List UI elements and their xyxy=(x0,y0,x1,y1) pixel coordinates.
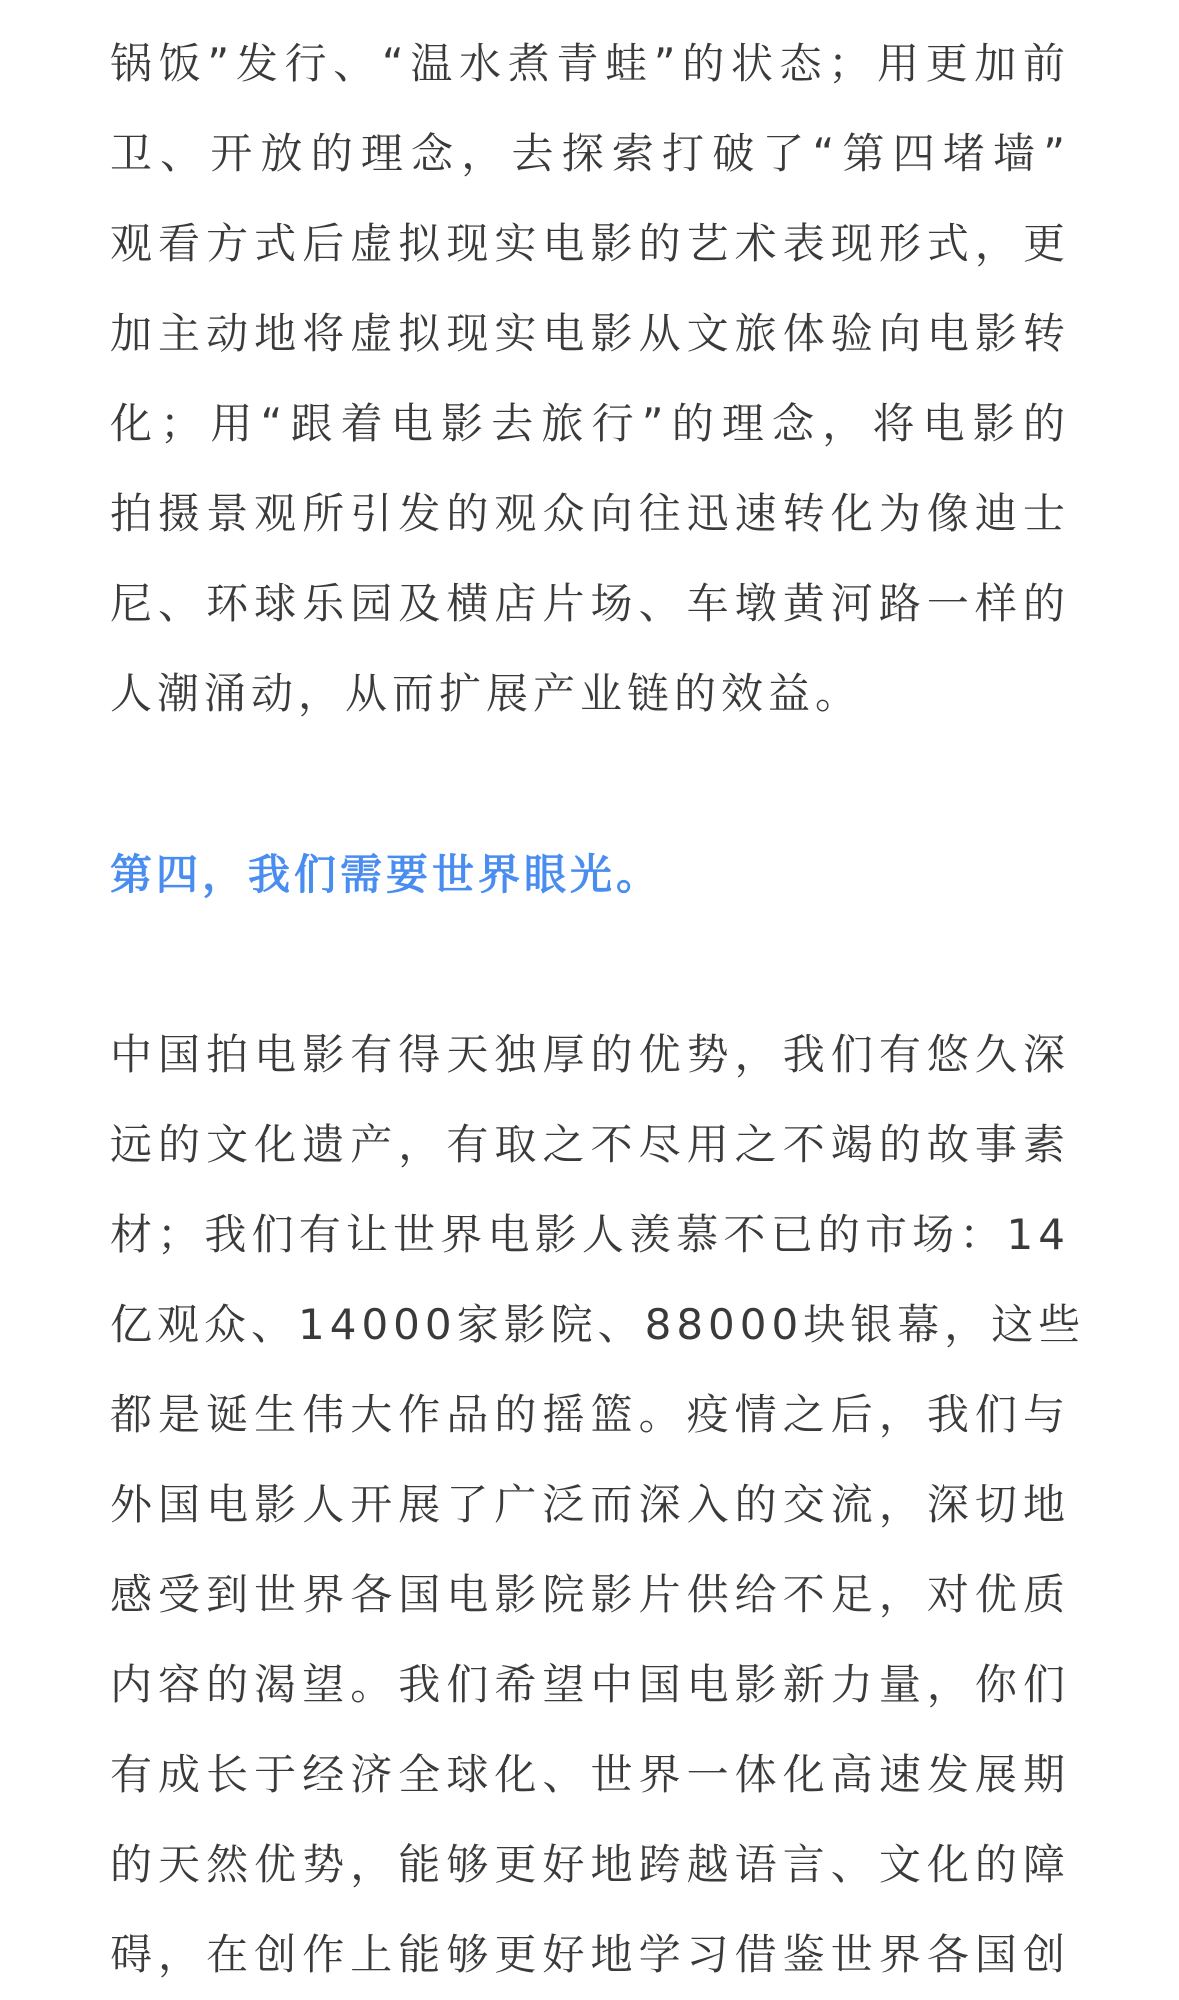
text-line: 中国拍电影有得天独厚的优势，我们有悠久深 xyxy=(110,1030,1070,1079)
text-line: 卫、开放的理念，去探索打破了“第四堵墙” xyxy=(110,129,1070,178)
text-line: 尼、环球乐园及横店片场、车墩黄河路一样的 xyxy=(110,579,1070,628)
text-line: 感受到世界各国电影院影片供给不足，对优质 xyxy=(110,1570,1070,1619)
text-line: 都是诞生伟大作品的摇篮。疫情之后，我们与 xyxy=(110,1390,1070,1439)
text-line: 内容的渴望。我们希望中国电影新力量，你们 xyxy=(110,1660,1070,1709)
text-line: 拍摄景观所引发的观众向往迅速转化为像迪士 xyxy=(110,489,1070,538)
text-line: 的天然优势，能够更好地跨越语言、文化的障 xyxy=(110,1840,1070,1889)
text-line: 亿观众、14000家影院、88000块银幕，这些 xyxy=(110,1300,1086,1349)
paragraph-2 xyxy=(110,1010,1086,2000)
section-heading: 第四，我们需要世界眼光。 xyxy=(110,850,663,899)
text-line: 有成长于经济全球化、世界一体化高速发展期 xyxy=(110,1750,1070,1799)
text-line: 化；用“跟着电影去旅行”的理念，将电影的 xyxy=(110,399,1070,448)
paragraph-1 xyxy=(110,19,1070,739)
text-line: 材；我们有让世界电影人羡慕不已的市场：14 xyxy=(110,1210,1070,1259)
text-line: 锅饭”发行、“温水煮青蛙”的状态；用更加前 xyxy=(110,39,1070,88)
text-line: 加主动地将虚拟现实电影从文旅体验向电影转 xyxy=(110,309,1070,358)
text-line: 碍，在创作上能够更好地学习借鉴世界各国创 xyxy=(110,1930,1070,1979)
text-line: 人潮涌动，从而扩展产业链的效益。 xyxy=(110,669,863,718)
text-line: 观看方式后虚拟现实电影的艺术表现形式，更 xyxy=(110,219,1070,268)
text-line: 外国电影人开展了广泛而深入的交流，深切地 xyxy=(110,1480,1070,1529)
text-line: 远的文化遗产，有取之不尽用之不竭的故事素 xyxy=(110,1120,1070,1169)
